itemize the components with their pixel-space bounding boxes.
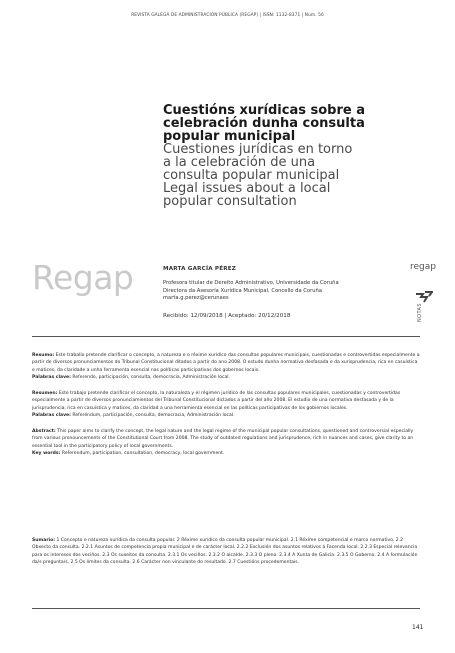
title-spanish-line: a la celebración de una — [163, 155, 316, 170]
author-block — [163, 266, 393, 319]
abstract-english — [32, 428, 420, 458]
title-spanish-line: consulta popular municipal — [163, 168, 340, 183]
section-label-notas: NOTAS — [417, 303, 423, 322]
abstract-label: Abstract: — [32, 428, 56, 434]
title-galician-line: popular municipal — [163, 129, 296, 144]
abstract-spanish — [32, 390, 420, 420]
page-number: 141 — [412, 624, 424, 631]
title-galician-line: Cuestións xurídicas sobre a — [163, 103, 365, 118]
abstract-text: Este trabajo pretende clarificar el concepto, la naturaleza y el régimen jurídico de las consultas populares municipales, cuestionadas y controvertidas especialmente a partir de diversos pronunciamientos del Tribunal Constitucional dictados a partir del año 2008. El estudio de una normativa desfasada y de la jurisprudencia, rica en casuística y matices, da claridad a una herramienta esencial en las políticas participativas de los gobiernos locales. — [32, 390, 401, 411]
keywords-label: Key words: — [32, 450, 61, 456]
summary-paragraph — [32, 537, 420, 567]
summary-label: Sumario: — [32, 538, 56, 543]
title-english-line: Legal issues about a local — [163, 181, 331, 196]
summary-block — [32, 537, 420, 567]
keywords-text: Referendum, participation, consultation, democracy, local government. — [61, 450, 225, 456]
abstracts-block — [32, 352, 420, 465]
abstract-galician — [32, 352, 420, 382]
author-name: MARTA GARCÍA PÉREZ — [163, 266, 237, 272]
article-titles — [163, 104, 373, 208]
keywords-text: Referendo, participación, consulta, democracia, Administración local. — [72, 375, 231, 381]
abstract-label: Resumo: — [32, 353, 55, 358]
title-galician — [163, 104, 373, 143]
regap-logo: Regap — [32, 258, 134, 297]
title-english — [163, 182, 373, 208]
author-email[interactable]: marta.g.perez@cerunaes — [163, 295, 229, 302]
side-regap-logo: regap — [410, 262, 436, 272]
abstract-text: Este traballo pretende clarificar o concepto, a natureza e o réxime xurídico das consultas populares municipais, cuestionadas e controvertidas especialmente a partir de diversos pronunciamentos do Tribunal Constitucional ditados a partir do ano 2008. O estudo dunha normativa desfasada e da xurisprudencia, rica en casuística e matices, da claridade a unha ferramenta esencial nas políticas participativas dos gobernos locais. — [32, 353, 420, 373]
affiliation-line: Profesora titular de Dereito Administrativo, Universidade da Coruña — [163, 280, 339, 286]
divider-line — [32, 608, 420, 609]
side-column — [410, 262, 450, 322]
abstract-label: Resumen: — [32, 390, 58, 396]
journal-header: REVISTA GALEGA DE ADMINISTRACIÓN PÚBLICA (REGAP) | ISSN: 1132-8371 | Núm. 56 — [131, 13, 324, 18]
keywords-text: Referéndum, participación, consulta, democracia, Administración local. — [72, 413, 235, 419]
title-english-line: popular consultation — [163, 194, 297, 209]
keywords-label: Palabras clave: — [32, 375, 71, 381]
title-spanish — [163, 143, 373, 182]
affiliation-line: Directora da Asesoría Xurídica Municipal, Concello da Coruña — [163, 287, 322, 294]
title-spanish-line: Cuestiones jurídicas en torno — [163, 142, 353, 157]
divider-line — [32, 336, 420, 337]
abstract-text: This paper aims to clarify the concept, the legal nature and the legal regime of the municipal popular consultations, questioned and controversial especially from various pronouncements of the Constitutional Court from 2008. The study of outdated regulations and jurisprudence, rich in nuances and cases, give clarity to an essential tool in the participatory policy of local governments. — [32, 428, 414, 449]
summary-text: 1 Concepto e natureza xurídica da consulta popular. 2 Réxime xurídico da consulta popular municipal. 2.1 Réxime competencial e marco normativo. 2.2 Obxecto da consulta. 2.2.1 Asuntos de competencia propia municipal e de carácter local. 2.2.2 Exclusión dos asuntos relativos á Facenda local. 2.2.3 Especial relevancia para os intereses dos veciños. 2.3 Os suxeitos da consulta. 2.3.1 Os veciños. 2.3.2 O alcalde. 2.3.3 O pleno. 2.3.4 A Xunta de Galicia. 2.3.5 O Goberno. 2.4 A formulación da/s pregunta/s. 2.5 Os límites da consulta. 2.6 Carácter non vinculante do resultado. 2.7 Cuestións procedementais. — [32, 538, 418, 566]
received-accepted-dates: Recibido: 12/09/2018 | Aceptado: 20/12/2018 — [163, 313, 291, 320]
author-affiliation — [163, 280, 393, 303]
keywords-label: Palabras clave: — [32, 413, 71, 419]
title-galician-line: celebración dunha consulta — [163, 116, 365, 131]
